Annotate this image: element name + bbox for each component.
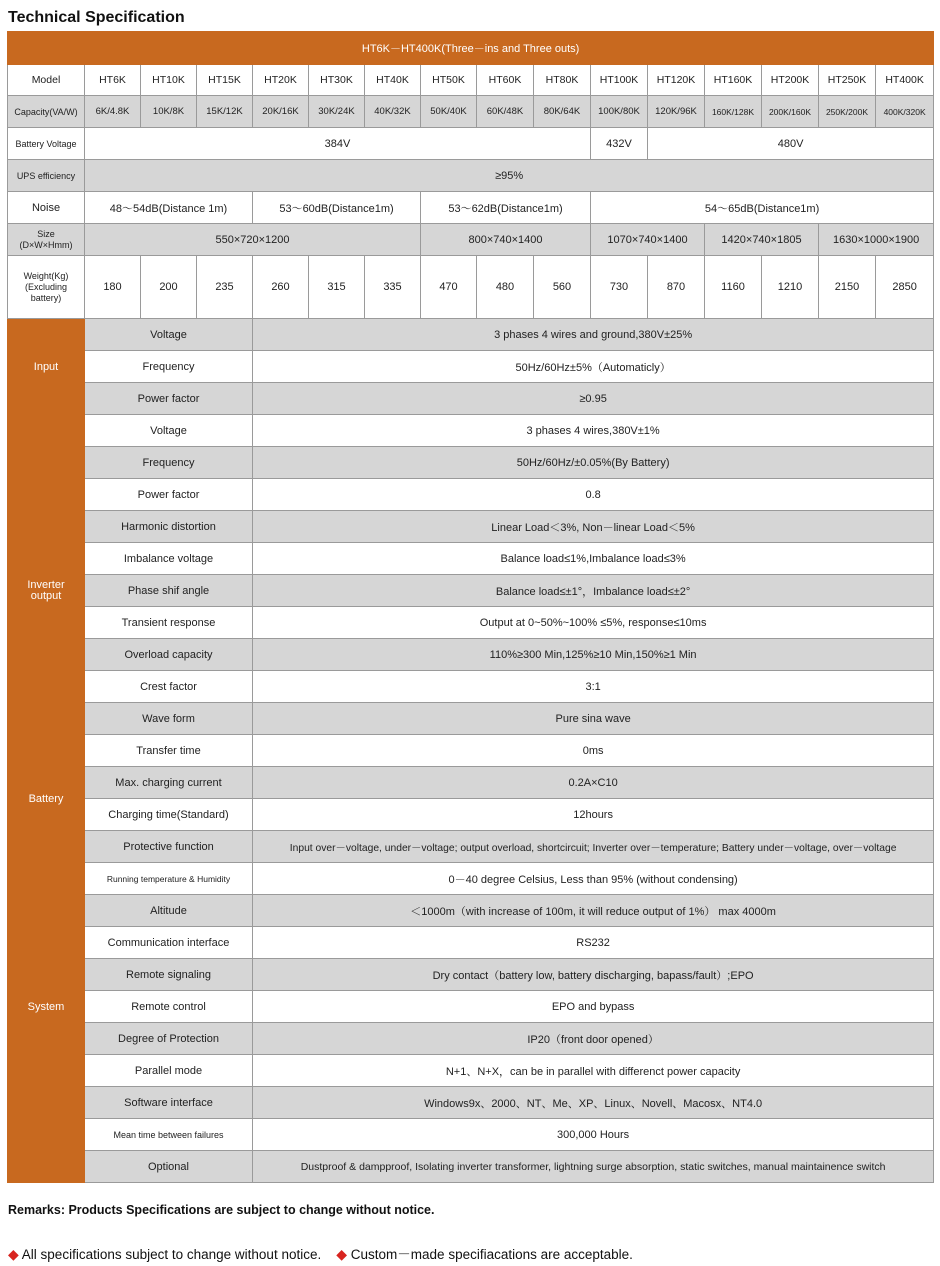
capacity-cell: 40K/32K [365, 96, 421, 128]
spec-value: 0ms [253, 735, 934, 767]
remarks-note: Remarks: Products Specifications are subject to change without notice. [8, 1203, 435, 1217]
noise-label: Noise [8, 192, 85, 224]
spec-value: Output at 0~50%~100% ≤5%, response≤10ms [253, 607, 934, 639]
spec-table [7, 31, 934, 1183]
capacity-cell: 80K/64K [534, 96, 591, 128]
weight-cell: 200 [141, 256, 197, 319]
spec-row [8, 351, 934, 383]
spec-row [8, 607, 934, 639]
category-line: Inverter [27, 578, 65, 591]
model-row [8, 65, 934, 96]
spec-value: Windows9x、2000、NT、Me、XP、Linux、Novell、Macosx、NT4.0 [253, 1087, 934, 1119]
ups-efficiency-label: UPS efficiency [8, 160, 85, 192]
spec-label: Frequency [85, 351, 253, 383]
table-banner: HT6K－HT400K(Three－ins and Three outs) [8, 32, 934, 65]
spec-row [8, 703, 934, 735]
size-cell: 550×720×1200 [85, 224, 421, 256]
spec-row [8, 1055, 934, 1087]
spec-label: Parallel mode [85, 1055, 253, 1087]
model-cell: HT100K [591, 65, 648, 96]
spec-label: Imbalance voltage [85, 543, 253, 575]
spec-value: 0.8 [253, 479, 934, 511]
spec-value: 0.2A×C10 [253, 767, 934, 799]
spec-row [8, 543, 934, 575]
spec-label: Phase shif angle [85, 575, 253, 607]
spec-row [8, 671, 934, 703]
spec-label: Optional [85, 1151, 253, 1183]
model-cell: HT6K [85, 65, 141, 96]
weight-label-line: Weight(Kg) [23, 270, 69, 281]
model-cell: HT80K [534, 65, 591, 96]
category-line: output [30, 589, 62, 602]
weight-cell: 335 [365, 256, 421, 319]
capacity-cell: 400K/320K [876, 96, 934, 128]
model-cell: HT400K [876, 65, 934, 96]
capacity-cell: 15K/12K [197, 96, 253, 128]
capacity-cell: 50K/40K [421, 96, 477, 128]
spec-label: Degree of Protection [85, 1023, 253, 1055]
spec-label: Power factor [85, 479, 253, 511]
spec-label: Frequency [85, 447, 253, 479]
weight-cell: 2150 [819, 256, 876, 319]
spec-label: Remote signaling [85, 959, 253, 991]
spec-label: Harmonic distortion [85, 511, 253, 543]
category-inverter-output [8, 415, 85, 767]
weight-cell: 315 [309, 256, 365, 319]
spec-label: Transient response [85, 607, 253, 639]
category-input: Input [8, 319, 85, 415]
battery-voltage-row [8, 128, 934, 160]
spec-label: Wave form [85, 703, 253, 735]
ups-efficiency-value: ≥95% [85, 160, 934, 192]
spec-value: Balance load≤±1°，Imbalance load≤±2° [253, 575, 934, 607]
weight-cell: 1210 [762, 256, 819, 319]
category-system: System [8, 831, 85, 1183]
spec-value: EPO and bypass [253, 991, 934, 1023]
weight-cell: 480 [477, 256, 534, 319]
spec-row [8, 991, 934, 1023]
noise-cell: 48～54dB(Distance 1m) [85, 192, 253, 224]
size-cell: 1630×1000×1900 [819, 224, 934, 256]
spec-row [8, 831, 934, 863]
footnote-text: Custom－made specifiacations are acceptable. [350, 1247, 633, 1262]
size-cell: 800×740×1400 [421, 224, 591, 256]
spec-row [8, 927, 934, 959]
spec-row [8, 767, 934, 799]
spec-label: Remote control [85, 991, 253, 1023]
weight-cell: 870 [648, 256, 705, 319]
weight-cell: 180 [85, 256, 141, 319]
weight-cell: 2850 [876, 256, 934, 319]
noise-cell: 54～65dB(Distance1m) [591, 192, 934, 224]
spec-label: Protective function [85, 831, 253, 863]
spec-label: Crest factor [85, 671, 253, 703]
spec-label: Voltage [85, 415, 253, 447]
spec-value: N+1、N+X，can be in parallel with differenct power capacity [253, 1055, 934, 1087]
noise-cell: 53～62dB(Distance1m) [421, 192, 591, 224]
spec-value: Linear Load＜3%, Non－linear Load＜5% [253, 511, 934, 543]
spec-value: 300,000 Hours [253, 1119, 934, 1151]
spec-row [8, 479, 934, 511]
size-cell: 1420×740×1805 [705, 224, 819, 256]
capacity-cell: 160K/128K [705, 96, 762, 128]
page-title: Technical Specification [8, 9, 185, 26]
weight-cell: 260 [253, 256, 309, 319]
spec-value: 110%≥300 Min,125%≥10 Min,150%≥1 Min [253, 639, 934, 671]
size-label [8, 224, 85, 256]
spec-label: Power factor [85, 383, 253, 415]
spec-label: Altitude [85, 895, 253, 927]
model-cell: HT160K [705, 65, 762, 96]
spec-value: Balance load≤1%,Imbalance load≤3% [253, 543, 934, 575]
spec-value: RS232 [253, 927, 934, 959]
size-label-line: (D×W×Hmm) [19, 239, 73, 250]
spec-row [8, 959, 934, 991]
capacity-cell: 10K/8K [141, 96, 197, 128]
spec-label: Transfer time [85, 735, 253, 767]
spec-value: 0－40 degree Celsius, Less than 95% (without condensing) [253, 863, 934, 895]
spec-row [8, 863, 934, 895]
spec-row [8, 639, 934, 671]
weight-label-line: (Excluding [24, 281, 68, 292]
footnotes [8, 1243, 633, 1263]
spec-label: Max. charging current [85, 767, 253, 799]
ups-efficiency-row [8, 160, 934, 192]
capacity-cell: 100K/80K [591, 96, 648, 128]
spec-row [8, 1119, 934, 1151]
weight-label-line: battery) [30, 292, 62, 303]
model-cell: HT10K [141, 65, 197, 96]
size-cell: 1070×740×1400 [591, 224, 705, 256]
spec-value: 50Hz/60Hz/±0.05%(By Battery) [253, 447, 934, 479]
spec-value: IP20（front door opened） [253, 1023, 934, 1055]
model-cell: HT250K [819, 65, 876, 96]
capacity-cell: 120K/96K [648, 96, 705, 128]
capacity-cell: 6K/4.8K [85, 96, 141, 128]
diamond-bullet-icon: ◆ [8, 1246, 19, 1262]
model-cell: HT60K [477, 65, 534, 96]
battery-voltage-cell: 480V [648, 128, 934, 160]
spec-value: Dry contact（battery low, battery discharging, bapass/fault）;EPO [253, 959, 934, 991]
capacity-cell: 200K/160K [762, 96, 819, 128]
model-cell: HT40K [365, 65, 421, 96]
weight-cell: 235 [197, 256, 253, 319]
spec-value: 12hours [253, 799, 934, 831]
category-battery: Battery [8, 767, 85, 831]
capacity-cell: 20K/16K [253, 96, 309, 128]
battery-voltage-cell: 384V [85, 128, 591, 160]
spec-value: Input over－voltage, under－voltage; output overload, shortcircuit; Inverter over－temperature; Battery under－voltage, over－voltage [253, 831, 934, 863]
capacity-row [8, 96, 934, 128]
spec-row [8, 799, 934, 831]
spec-label: Running temperature & Humidity [85, 863, 253, 895]
spec-value: ≥0.95 [253, 383, 934, 415]
battery-voltage-label: Battery Voltage [8, 128, 85, 160]
spec-row [8, 511, 934, 543]
spec-label: Software interface [85, 1087, 253, 1119]
spec-row [8, 735, 934, 767]
model-cell: HT20K [253, 65, 309, 96]
spec-label: Mean time between failures [85, 1119, 253, 1151]
capacity-label: Capacity(VA/W) [8, 96, 85, 128]
capacity-cell: 60K/48K [477, 96, 534, 128]
spec-row [8, 1087, 934, 1119]
spec-row [8, 447, 934, 479]
spec-label: Communication interface [85, 927, 253, 959]
spec-row [8, 415, 934, 447]
size-row [8, 224, 934, 256]
model-label: Model [8, 65, 85, 96]
spec-row [8, 1151, 934, 1183]
weight-cell: 1160 [705, 256, 762, 319]
diamond-bullet-icon: ◆ [336, 1246, 348, 1262]
size-label-line: Size [37, 228, 55, 239]
model-cell: HT120K [648, 65, 705, 96]
model-cell: HT15K [197, 65, 253, 96]
spec-row [8, 383, 934, 415]
battery-voltage-cell: 432V [591, 128, 648, 160]
spec-value: 3 phases 4 wires,380V±1% [253, 415, 934, 447]
spec-value: Dustproof & dampproof, Isolating inverter transformer, lightning surge absorption, static switches, manual maintainence switch [253, 1151, 934, 1183]
model-cell: HT30K [309, 65, 365, 96]
footnote-text: All specifications subject to change without notice. [21, 1247, 322, 1262]
spec-value: 3:1 [253, 671, 934, 703]
spec-label: Charging time(Standard) [85, 799, 253, 831]
noise-cell: 53～60dB(Distance1m) [253, 192, 421, 224]
spec-row [8, 575, 934, 607]
spec-row [8, 1023, 934, 1055]
capacity-cell: 30K/24K [309, 96, 365, 128]
weight-cell: 560 [534, 256, 591, 319]
weight-row [8, 256, 934, 319]
spec-value: ＜1000m（with increase of 100m, it will reduce output of 1%） max 4000m [253, 895, 934, 927]
weight-label [8, 256, 85, 319]
spec-row [8, 319, 934, 351]
weight-cell: 730 [591, 256, 648, 319]
spec-row [8, 895, 934, 927]
weight-cell: 470 [421, 256, 477, 319]
capacity-cell: 250K/200K [819, 96, 876, 128]
spec-value: 50Hz/60Hz±5%（Automaticly） [253, 351, 934, 383]
spec-value: Pure sina wave [253, 703, 934, 735]
noise-row [8, 192, 934, 224]
spec-label: Overload capacity [85, 639, 253, 671]
model-cell: HT200K [762, 65, 819, 96]
spec-value: 3 phases 4 wires and ground,380V±25% [253, 319, 934, 351]
spec-label: Voltage [85, 319, 253, 351]
model-cell: HT50K [421, 65, 477, 96]
